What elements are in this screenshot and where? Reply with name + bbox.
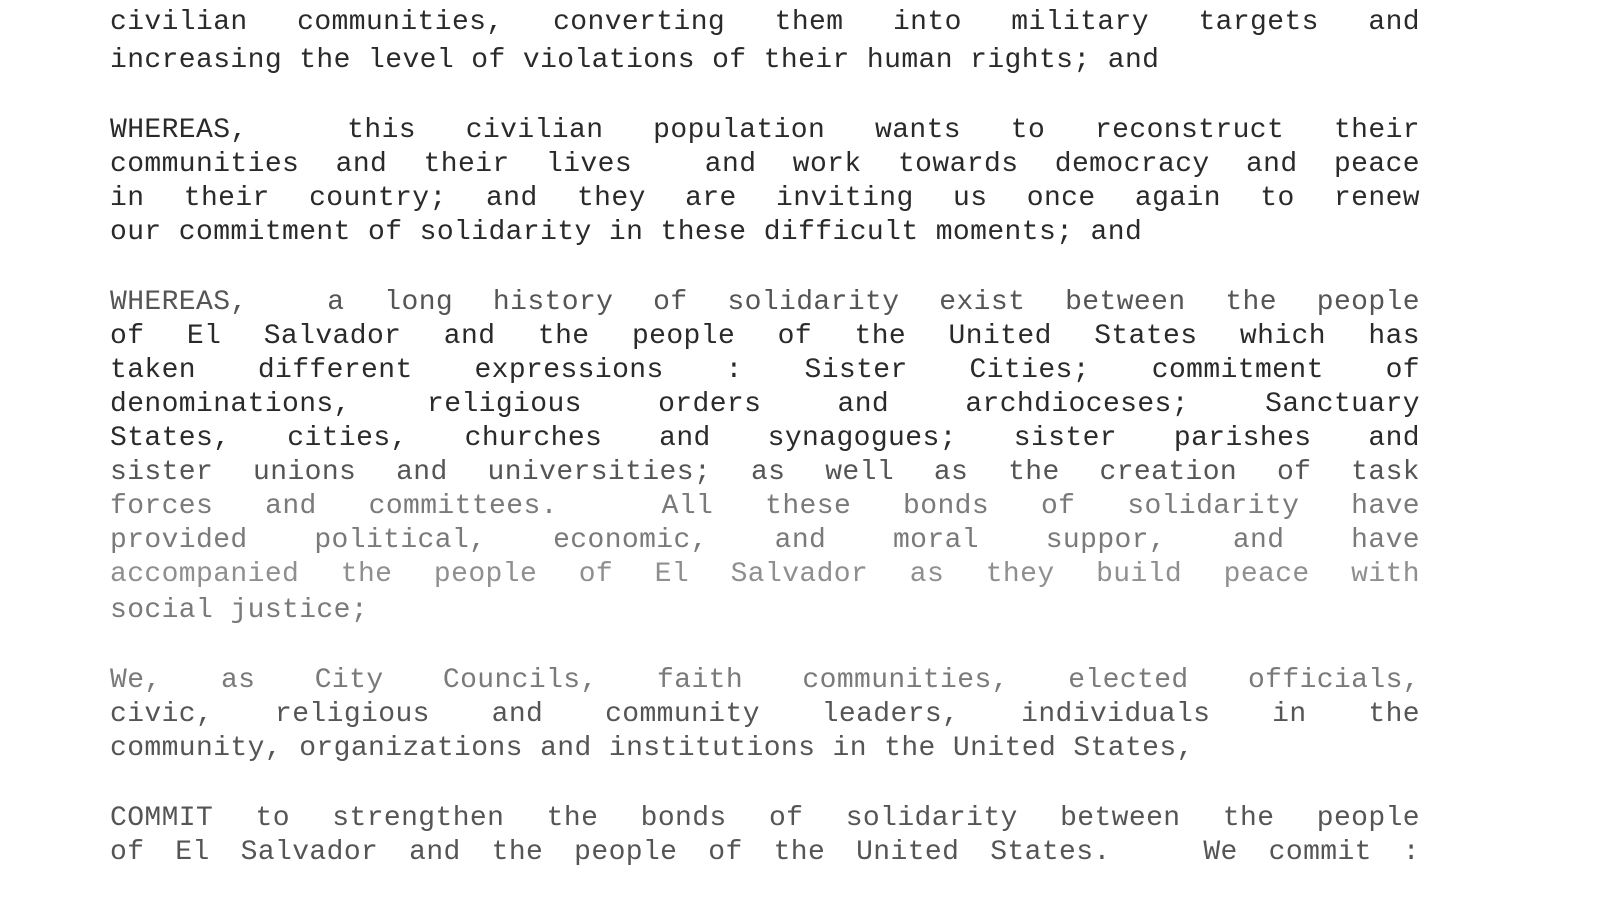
text-line: of El Salvador and the people of the United States. We commit : [110,837,1420,868]
text-line: provided political, economic, and moral suppor, and have [110,525,1420,556]
text-line: States, cities, churches and synagogues; sister parishes and [110,423,1420,454]
text-line: taken different expressions : Sister Cities; commitment of [110,355,1420,386]
text-line: sister unions and universities; as well as the creation of task [110,457,1420,488]
text-line: communities and their lives and work towards democracy and peace [110,149,1420,180]
text-line: civic, religious and community leaders, individuals in the [110,699,1420,730]
text-line: civilian communities, converting them into military targets and [110,7,1420,38]
text-line: denominations, religious orders and archdioceses; Sanctuary [110,389,1420,420]
text-line: social justice; [110,595,369,626]
text-line: forces and committees. All these bonds of solidarity have [110,491,1420,522]
text-line: increasing the level of violations of their human rights; and [110,45,1160,76]
text-line: WHEREAS, this civilian population wants to reconstruct their [110,115,1420,146]
text-line: accompanied the people of El Salvador as they build peace with [110,559,1420,590]
text-line: We, as City Councils, faith communities, elected officials, [110,665,1420,696]
text-line: our commitment of solidarity in these difficult moments; and [110,217,1143,248]
text-line: of El Salvador and the people of the United States which has [110,321,1420,352]
text-line: WHEREAS, a long history of solidarity exist between the people [110,287,1420,318]
text-line: COMMIT to strengthen the bonds of solidarity between the people [110,803,1420,834]
text-line: community, organizations and institutions in the United States, [110,733,1194,764]
text-line: in their country; and they are inviting us once again to renew [110,183,1420,214]
